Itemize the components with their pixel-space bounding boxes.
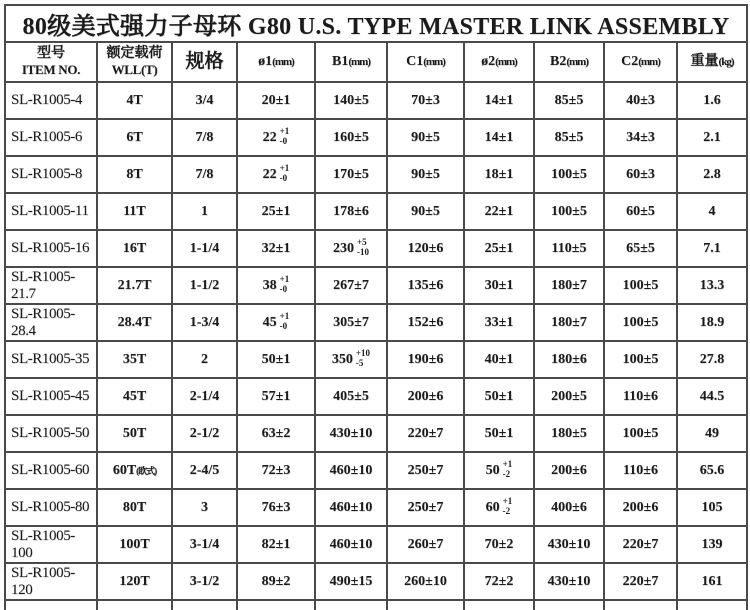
cell: 7/8	[172, 156, 237, 193]
cell: 18±1	[464, 156, 534, 193]
tolerance-stack: +1 -0	[279, 310, 290, 331]
cell: 28.4T	[97, 304, 172, 341]
cell: 250±7	[387, 452, 464, 489]
cell: 180±5	[534, 415, 604, 452]
cell: 4	[677, 193, 747, 230]
tolerance-stack: +1 -0	[279, 162, 290, 183]
cell: 430±10	[534, 526, 604, 563]
cell: 90±5	[387, 156, 464, 193]
cell: 22 +1 -0	[237, 119, 315, 156]
table-row	[5, 267, 747, 304]
cell: 1.6	[677, 82, 747, 119]
cell: 13.3	[677, 267, 747, 304]
cell: 267±7	[315, 267, 387, 304]
cell: 22 +1 -0	[237, 156, 315, 193]
tolerance-stack: +5 -10	[357, 236, 369, 257]
cell: 110±6	[604, 378, 677, 415]
table-row	[5, 82, 747, 119]
cell: 8T	[97, 156, 172, 193]
table-title: 80级美式强力子母环 G80 U.S. TYPE MASTER LINK ASSEMBLY	[5, 5, 747, 42]
cell: 1	[172, 193, 237, 230]
header-cell: ø2(mm)	[464, 42, 534, 82]
cell: 4T	[97, 82, 172, 119]
cell: 44.5	[677, 378, 747, 415]
table-row	[5, 452, 747, 489]
table-row	[5, 563, 747, 600]
cell: 60 +1 -2	[464, 489, 534, 526]
cell: SL-R1005-100	[5, 526, 97, 563]
cell: 100±5	[604, 267, 677, 304]
header-cell: B2(mm)	[534, 42, 604, 82]
clipped-row	[5, 600, 747, 610]
cell: 14±1	[464, 119, 534, 156]
cell: 460±10	[315, 452, 387, 489]
table-row	[5, 526, 747, 563]
header-cell: 型号 ITEM NO.	[5, 42, 97, 82]
cell: 76±3	[237, 489, 315, 526]
cell: 50T	[97, 415, 172, 452]
cell: 430±10	[534, 563, 604, 600]
cell: SL-R1005-60	[5, 452, 97, 489]
cell: 90±5	[387, 193, 464, 230]
header-cell: 额定载荷 WLL(T)	[97, 42, 172, 82]
table-row	[5, 415, 747, 452]
cell: 49	[677, 415, 747, 452]
tolerance-stack: +1 -2	[502, 458, 513, 479]
header-cell: C1(mm)	[387, 42, 464, 82]
cell: 230 +5 -10	[315, 230, 387, 267]
cell: 1-3/4	[172, 304, 237, 341]
cell: 6T	[97, 119, 172, 156]
cell: 2-1/4	[172, 378, 237, 415]
cell: 65.6	[677, 452, 747, 489]
cell: 190±6	[387, 341, 464, 378]
cell: 21.7T	[97, 267, 172, 304]
cell: 180±7	[534, 267, 604, 304]
cell: 65±5	[604, 230, 677, 267]
cell: 45 +1 -0	[237, 304, 315, 341]
tolerance-stack: +1 -2	[502, 495, 513, 516]
cell: 22±1	[464, 193, 534, 230]
cell: 50 +1 -2	[464, 452, 534, 489]
cell: 40±3	[604, 82, 677, 119]
table-body	[5, 82, 747, 610]
cell: 178±6	[315, 193, 387, 230]
cell: 40±1	[464, 341, 534, 378]
cell: 27.8	[677, 341, 747, 378]
cell: 220±7	[604, 526, 677, 563]
cell: 50±1	[464, 415, 534, 452]
master-link-spec-table	[4, 4, 748, 610]
header-cell: C2(mm)	[604, 42, 677, 82]
cell: 32±1	[237, 230, 315, 267]
cell: SL-R1005-21.7	[5, 267, 97, 304]
cell: 82±1	[237, 526, 315, 563]
cell: SL-R1005-80	[5, 489, 97, 526]
cell: 20±1	[237, 82, 315, 119]
cell: SL-R1005-8	[5, 156, 97, 193]
clipped-cell	[604, 600, 677, 610]
clipped-cell	[534, 600, 604, 610]
clipped-cell	[97, 600, 172, 610]
cell: 100±5	[604, 304, 677, 341]
cell: 180±6	[534, 341, 604, 378]
cell: 72±2	[464, 563, 534, 600]
table-row	[5, 378, 747, 415]
cell: 7.1	[677, 230, 747, 267]
table-row	[5, 230, 747, 267]
cell: 85±5	[534, 82, 604, 119]
clipped-cell	[237, 600, 315, 610]
tolerance-stack: +1 -0	[279, 125, 290, 146]
cell: 89±2	[237, 563, 315, 600]
tolerance-stack: +1 -0	[279, 273, 290, 294]
cell: 220±7	[604, 563, 677, 600]
cell: 70±2	[464, 526, 534, 563]
cell: 405±5	[315, 378, 387, 415]
cell: 400±6	[534, 489, 604, 526]
cell: 135±6	[387, 267, 464, 304]
cell: 180±7	[534, 304, 604, 341]
clipped-cell	[315, 600, 387, 610]
cell: 430±10	[315, 415, 387, 452]
cell: 7/8	[172, 119, 237, 156]
cell: 45T	[97, 378, 172, 415]
cell: 38 +1 -0	[237, 267, 315, 304]
clipped-cell	[172, 600, 237, 610]
cell: SL-R1005-45	[5, 378, 97, 415]
header-row	[5, 42, 747, 82]
cell: 3	[172, 489, 237, 526]
cell: 70±3	[387, 82, 464, 119]
cell: 120T	[97, 563, 172, 600]
cell: 2.1	[677, 119, 747, 156]
table-row	[5, 489, 747, 526]
table-row	[5, 193, 747, 230]
title-row	[5, 5, 747, 42]
cell: SL-R1005-4	[5, 82, 97, 119]
cell: 50±1	[464, 378, 534, 415]
cell: 200±6	[387, 378, 464, 415]
cell: 152±6	[387, 304, 464, 341]
cell: 18.9	[677, 304, 747, 341]
table-row	[5, 304, 747, 341]
cell: 250±7	[387, 489, 464, 526]
cell: 14±1	[464, 82, 534, 119]
cell: 460±10	[315, 526, 387, 563]
cell: 60±5	[604, 193, 677, 230]
cell: 490±15	[315, 563, 387, 600]
cell: 2-4/5	[172, 452, 237, 489]
cell: 3-1/4	[172, 526, 237, 563]
cell: 72±3	[237, 452, 315, 489]
header-cell: 规格	[172, 42, 237, 82]
cell: SL-R1005-120	[5, 563, 97, 600]
cell: 140±5	[315, 82, 387, 119]
clipped-cell	[464, 600, 534, 610]
cell: SL-R1005-50	[5, 415, 97, 452]
table-row	[5, 119, 747, 156]
cell: 100T	[97, 526, 172, 563]
cell: 25±1	[237, 193, 315, 230]
cell: 63±2	[237, 415, 315, 452]
cell: 100±5	[604, 341, 677, 378]
cell: 200±6	[604, 489, 677, 526]
cell: 60±3	[604, 156, 677, 193]
cell: 160±5	[315, 119, 387, 156]
cell: SL-R1005-11	[5, 193, 97, 230]
cell: 2.8	[677, 156, 747, 193]
cell: 105	[677, 489, 747, 526]
cell: 50±1	[237, 341, 315, 378]
cell: SL-R1005-35	[5, 341, 97, 378]
cell: 110±6	[604, 452, 677, 489]
table-row	[5, 156, 747, 193]
cell: 100±5	[534, 193, 604, 230]
cell: 60T(欧式)	[97, 452, 172, 489]
cell: 35T	[97, 341, 172, 378]
cell: 90±5	[387, 119, 464, 156]
cell: SL-R1005-6	[5, 119, 97, 156]
tolerance-stack: +10 -5	[355, 347, 371, 368]
cell: 3-1/2	[172, 563, 237, 600]
cell: 200±5	[534, 378, 604, 415]
cell: 100±5	[604, 415, 677, 452]
cell: 11T	[97, 193, 172, 230]
cell: 120±6	[387, 230, 464, 267]
cell: 460±10	[315, 489, 387, 526]
cell: 1-1/2	[172, 267, 237, 304]
cell: 2	[172, 341, 237, 378]
cell: 200±6	[534, 452, 604, 489]
header-cell: 重量(kg)	[677, 42, 747, 82]
cell: SL-R1005-28.4	[5, 304, 97, 341]
cell: 170±5	[315, 156, 387, 193]
cell: 33±1	[464, 304, 534, 341]
cell: 350 +10 -5	[315, 341, 387, 378]
cell: 139	[677, 526, 747, 563]
table-row	[5, 341, 747, 378]
cell: 57±1	[237, 378, 315, 415]
cell: 3/4	[172, 82, 237, 119]
cell: 100±5	[534, 156, 604, 193]
cell: 2-1/2	[172, 415, 237, 452]
cell: 161	[677, 563, 747, 600]
cell: 110±5	[534, 230, 604, 267]
header-cell: ø1(mm)	[237, 42, 315, 82]
cell: 34±3	[604, 119, 677, 156]
cell: 305±7	[315, 304, 387, 341]
cell: 25±1	[464, 230, 534, 267]
cell: 1-1/4	[172, 230, 237, 267]
cell: 30±1	[464, 267, 534, 304]
cell: 260±10	[387, 563, 464, 600]
cell: 85±5	[534, 119, 604, 156]
cell: 260±7	[387, 526, 464, 563]
clipped-cell	[677, 600, 747, 610]
cell: 220±7	[387, 415, 464, 452]
clipped-cell	[5, 600, 97, 610]
clipped-cell	[387, 600, 464, 610]
cell: 80T	[97, 489, 172, 526]
header-cell: B1(mm)	[315, 42, 387, 82]
cell: 16T	[97, 230, 172, 267]
cell: SL-R1005-16	[5, 230, 97, 267]
